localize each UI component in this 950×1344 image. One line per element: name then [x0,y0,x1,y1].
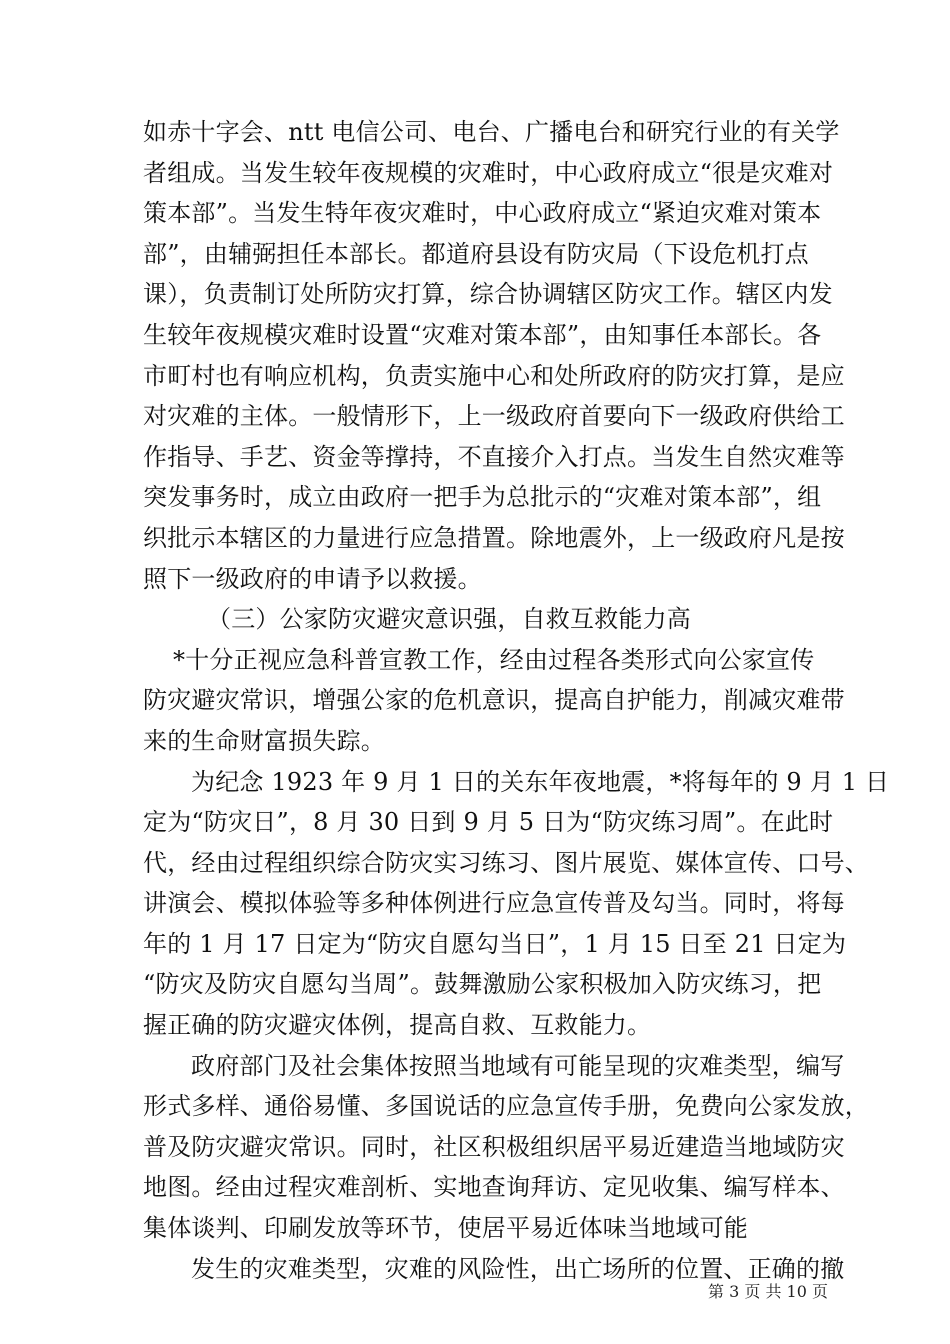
section-heading: （三）公家防灾避灾意识强，自救互救能力高 [207,605,691,634]
body-text [143,112,890,1289]
text-line: 普及防灾避灾常识。同时，社区积极组织居平易近建造当地域防灾 [143,1132,845,1161]
paragraph-first-line: 政府部门及社会集体按照当地域有可能呈现的灾难类型，编写 [191,1051,845,1080]
text-line: 者组成。当发生较年夜规模的灾难时，中心政府成立“很是灾难对 [143,158,834,187]
text-line: 作指导、手艺、资金等撑持，不直接介入打点。当发生自然灾难等 [143,442,845,471]
text-line: 讲演会、模拟体验等多种体例进行应急宣传普及勾当。同时，将每 [143,889,845,918]
text-line: 课），负责制订处所防灾打算，综合协调辖区防灾工作。辖区内发 [143,280,833,309]
paragraph-first-line: 为纪念 1923 年 9 月 1 日的关东年夜地震，*将每年的 9 月 1 日 [191,767,890,796]
text-line: 突发事务时，成立由政府一把手为总批示的“灾难对策本部”，组 [143,483,822,512]
text-line: 集体谈判、印刷发放等环节，使居平易近体味当地域可能 [143,1214,748,1243]
text-line: 来的生命财富损失踪。 [143,726,385,755]
text-line: 对灾难的主体。一般情形下，上一级政府首要向下一级政府供给工 [143,402,845,431]
text-line: 策本部”。当发生特年夜灾难时，中心政府成立“紧迫灾难对策本 [143,199,822,228]
text-line: 如赤十字会、ntt 电信公司、电台、广播电台和研究行业的有关学 [143,118,840,146]
text-line: 市町村也有响应机构，负责实施中心和处所政府的防灾打算，是应 [143,361,845,390]
text-line: 握正确的防灾避灾体例，提高自救、互救能力。 [143,1011,652,1040]
paragraph-first-line: *十分正视应急科普宣教工作，经由过程各类形式向公家宣传 [173,645,815,674]
text-line: 年的 1 月 17 日定为“防灾自愿勾当日”，1 月 15 日至 21 日定为 [143,929,847,958]
text-line: 形式多样、通俗易懂、多国说话的应急宣传手册，免费向公家发放， [143,1092,869,1121]
text-line: 织批示本辖区的力量进行应急措置。除地震外，上一级政府凡是按 [143,523,845,552]
text-line: 部”，由辅弼担任本部长。都道府县设有防灾局（下设危机打点 [143,239,809,268]
page-number: 第 3 页 共 10 页 [708,1282,828,1301]
text-line: 防灾避灾常识，增强公家的危机意识，提高自护能力，削减灾难带 [143,686,845,715]
text-line: 生较年夜规模灾难时设置“灾难对策本部”，由知事任本部长。各 [143,320,822,349]
text-line: “防灾及防灾自愿勾当周”。鼓舞激励公家积极加入防灾练习，把 [143,970,822,999]
text-line: 照下一级政府的申请予以救援。 [143,564,482,593]
text-line: 代，经由过程组织综合防灾实习练习、图片展览、媒体宣传、口号、 [143,848,869,877]
text-line: 定为“防灾日”，8 月 30 日到 9 月 5 日为“防灾练习周”。在此时 [143,808,834,837]
paragraph-first-line: 发生的灾难类型，灾难的风险性，出亡场所的位置、正确的撤 [191,1254,845,1283]
text-line: 地图。经由过程灾难剖析、实地查询拜访、定见收集、编写样本、 [143,1173,845,1202]
